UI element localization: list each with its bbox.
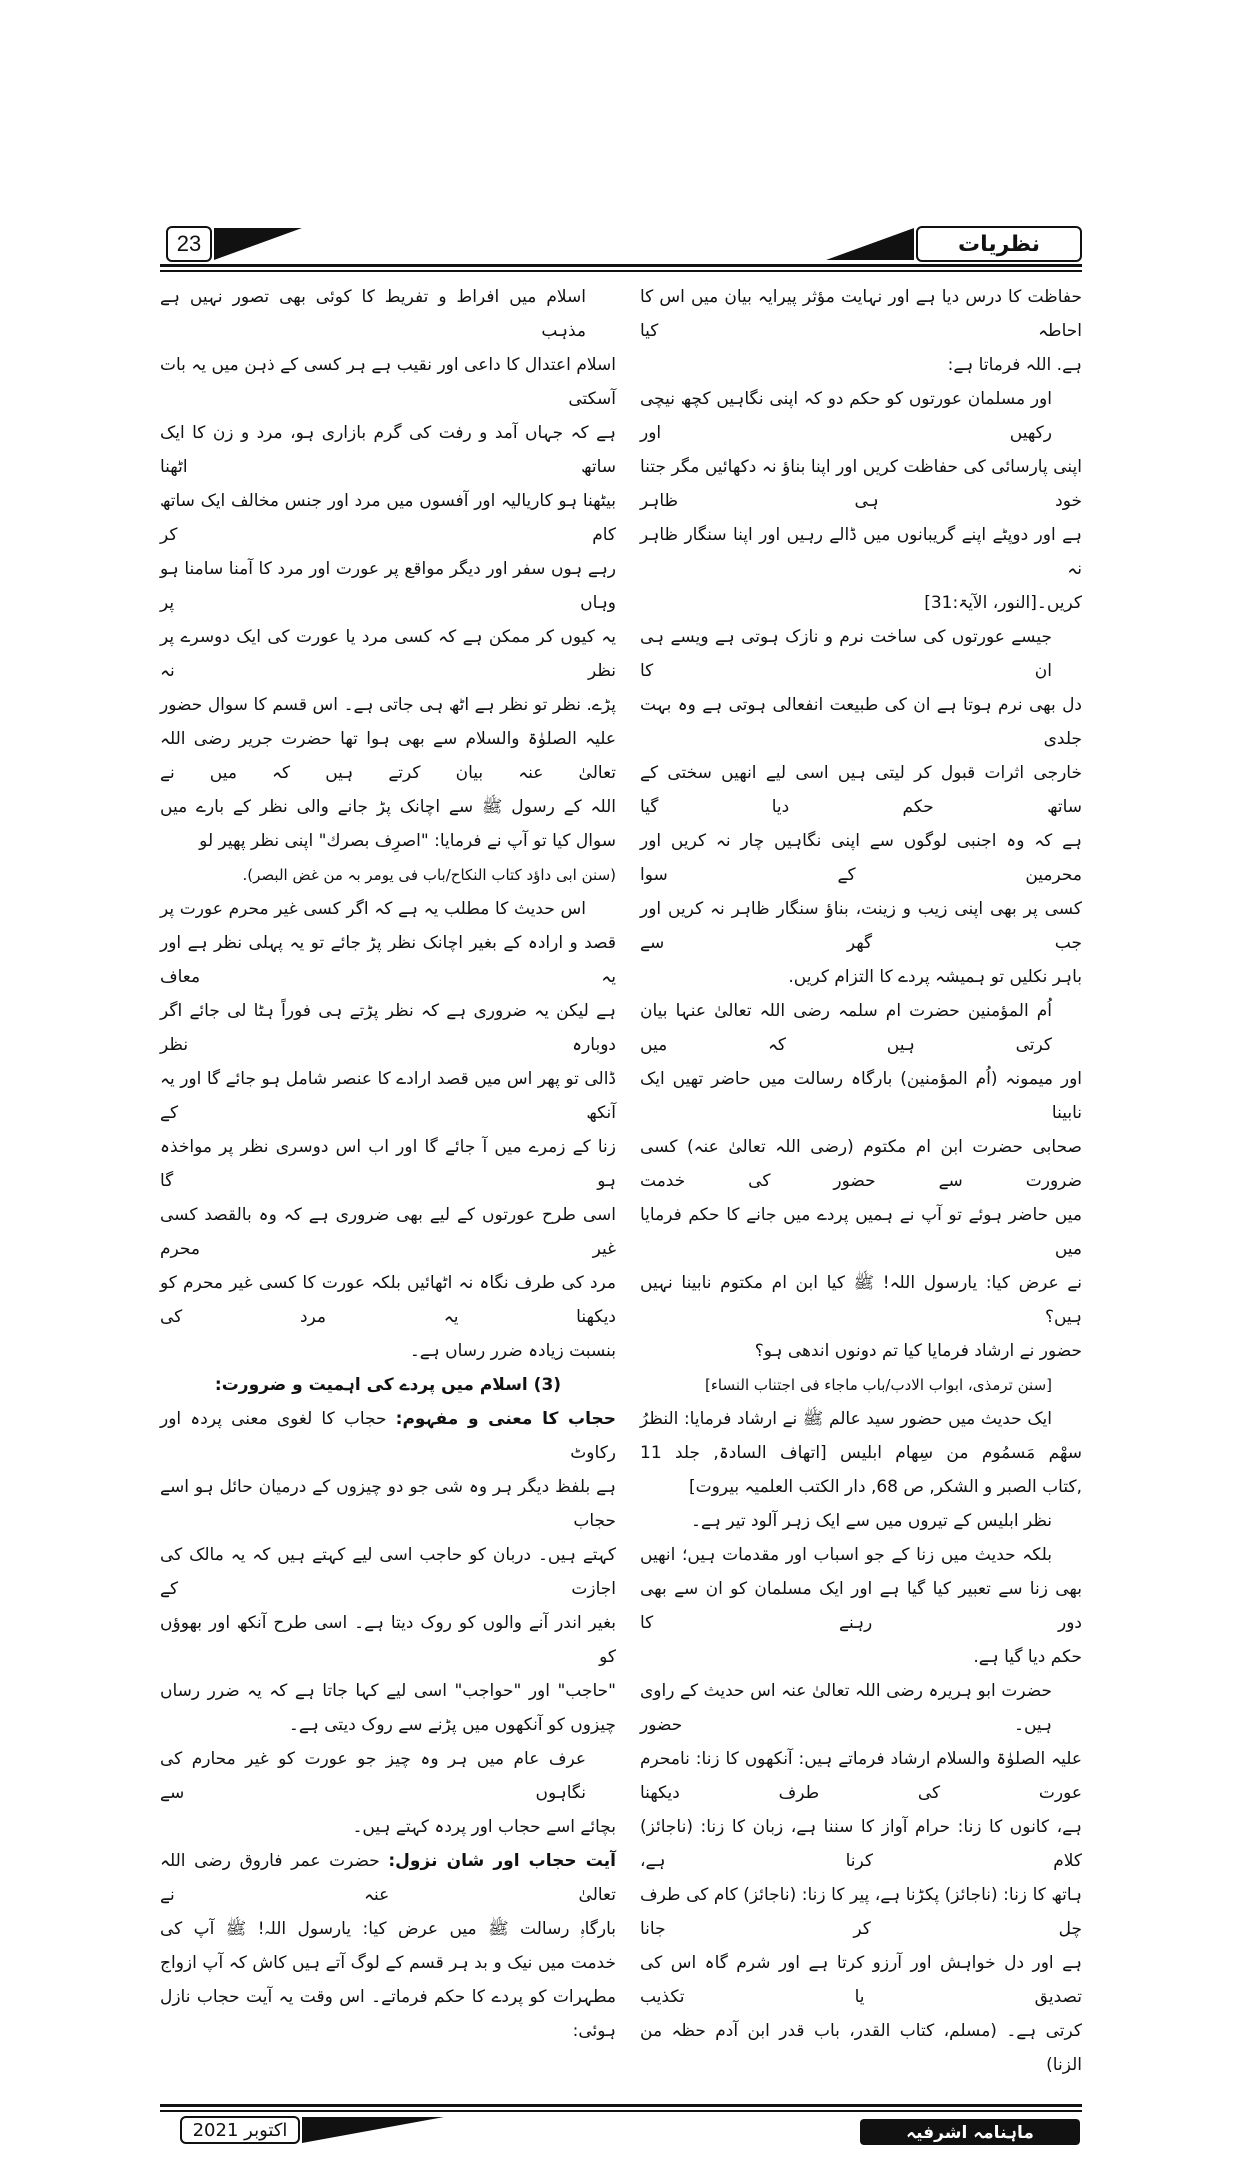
text-line: بارگاہِ رسالت ﷺ میں عرض کیا: یارسول اللہ! ﷺ آپ کی: [160, 1919, 616, 1939]
text-line: صحابی حضرت ابن ام مکتوم (رضی اللہ تعالیٰ عنہ) کسی ضرورت سے حضور کی خدمت: [640, 1137, 1082, 1191]
text-line: اس حدیث کا مطلب یہ ہے کہ اگر کسی غیر محرم عورت پر: [160, 899, 586, 919]
text-line: عرف عام میں ہر وہ چیز جو عورت کو غیر محارم کی نگاہوں سے: [160, 1749, 586, 1803]
text-line: ڈالی تو پھر اس میں قصد ارادے کا عنصر شامل ہو جائے گا اور یہ آنکھ کے: [160, 1069, 616, 1123]
text-line: علیہ الصلوٰۃ والسلام سے بھی ہوا تھا حضرت جریر رضی اللہ تعالیٰ عنہ بیان کرتے ہیں کہ میں نے: [160, 729, 616, 783]
text-line: بنسبت زیادہ ضرر رساں ہے۔: [409, 1341, 616, 1361]
text-line: ہے. اللہ فرماتا ہے:: [947, 355, 1082, 375]
text-line: رہے ہوں سفر اور دیگر مواقع پر عورت اور مرد کا آمنا سامنا ہو وہاں پر: [160, 559, 616, 613]
text-line: زنا کے زمرے میں آ جائے گا اور اب اس دوسری نظر پر مواخذہ ہو گا: [160, 1137, 616, 1191]
text-line: چیزوں کو آنکھوں میں پڑنے سے روک دیتی ہے۔: [288, 1715, 616, 1735]
text-line: میں حاضر ہوئے تو آپ نے ہمیں پردے میں جانے کا حکم فرمایا میں: [640, 1205, 1082, 1259]
text-line: نظر ابلیس کے تیروں میں سے ایک زہر آلود تیر ہے۔: [691, 1511, 1052, 1531]
text-line: [160, 1402, 616, 1470]
issue-date-box: [180, 2116, 300, 2144]
text-line: اور مسلمان عورتوں کو حکم دو کہ اپنی نگاہیں کچھ نیچی رکھیں اور: [640, 389, 1052, 443]
text-line: ہاتھ کا زنا: (ناجائز) پکڑنا ہے، پیر کا زنا: (ناجائز) کام کی طرف چل کر جانا: [640, 1885, 1082, 1939]
text-line: اُم المؤمنین حضرت ام سلمہ رضی اللہ تعالیٰ عنہا بیان کرتی ہیں کہ میں: [640, 1001, 1052, 1055]
footer-triangle: [302, 2117, 444, 2143]
text-line: بچائے اسے حجاب اور پردہ کہتے ہیں۔: [352, 1817, 616, 1837]
text-line: [سنن ترمذی، ابواب الادب/باب ماجاء فی اجتناب النساء]: [705, 1376, 1052, 1394]
text-line: مرد کی طرف نگاہ نہ اٹھائیں بلکہ عورت کا کسی غیر محرم کو دیکھنا یہ مرد کی: [160, 1273, 616, 1327]
text-line: ہے کہ جہاں آمد و رفت کی گرم بازاری ہو، مرد و زن کا ایک ساتھ اٹھنا: [160, 423, 616, 477]
text-line: بلکہ حدیث میں زنا کے جو اسباب اور مقدمات ہیں؛ انھیں: [640, 1545, 1052, 1565]
text-line: باہر نکلیں تو ہمیشہ پردے کا التزام کریں.: [788, 967, 1082, 987]
text-line: اسلام اعتدال کا داعی اور نقیب ہے ہر کسی کے ذہن میں یہ بات آسکتی: [160, 355, 616, 409]
left-column: [160, 280, 616, 2082]
text-line: ,کتاب الصبر و الشکر, ص 68, دار الکتب العلمیہ بیروت]: [688, 1477, 1082, 1497]
header-rule-thick: [160, 264, 1082, 267]
text-line: کہتے ہیں۔ دربان کو حاجب اسی لیے کہتے ہیں کہ یہ مالک کی اجازت کے: [160, 1545, 616, 1599]
text-line: پڑے. نظر تو نظر ہے اٹھ ہی جاتی ہے۔ اس قسم کا سوال حضور: [160, 695, 616, 715]
text-line: اللہ کے رسول ﷺ سے اچانک پڑ جانے والی نظر کے بارے میں: [160, 797, 616, 817]
text-line: ایک حدیث میں حضور سید عالم ﷺ نے ارشاد فرمایا: النظرُ: [640, 1409, 1052, 1429]
text-line: اپنی پارسائی کی حفاظت کریں اور اپنا بناؤ نہ دکھائیں مگر جتنا خود ہی ظاہر: [640, 457, 1082, 511]
text-line: اسلام میں افراط و تفریط کا کوئی بھی تصور نہیں ہے مذہب: [160, 287, 586, 341]
subheading: آیت حجاب اور شان نزول:: [388, 1851, 617, 1871]
text-line: یہ کیوں کر ممکن ہے کہ کسی مرد یا عورت کی ایک دوسرے پر نظر نہ: [160, 627, 616, 681]
text-line: ہے، کانوں کا زنا: حرام آواز کا سننا ہے، زبان کا زنا: (ناجائز) کلام کرنا ہے،: [640, 1817, 1082, 1871]
text-line: حفاظت کا درس دیا ہے اور نہایت مؤثر پیرایہ بیان میں اس کا احاطہ کیا: [640, 287, 1082, 341]
text-line: "حاجب" اور "حواجب" اسی لیے کہا جاتا ہے کہ یہ ضرر رساں: [160, 1681, 616, 1701]
text-line: علیہ الصلوٰۃ والسلام ارشاد فرماتے ہیں: آنکھوں کا زنا: نامحرم عورت کی طرف دیکھنا: [640, 1749, 1082, 1803]
text-line: کسی پر بھی اپنی زیب و زینت، بناؤ سنگار ظاہر نہ کریں اور جب گھر سے: [640, 899, 1082, 953]
text-line: [160, 1844, 616, 1912]
section-heading: (3) اسلام میں پردے کی اہمیت و ضرورت:: [214, 1375, 562, 1395]
page-number-box: [166, 226, 212, 262]
text-line: ہے لیکن یہ ضروری ہے کہ نظر پڑتے ہی فوراً ہٹا لی جائے اگر دوبارہ نظر: [160, 1001, 616, 1055]
subheading-text: حجاب کا لغوی معنی پردہ اور رکاوٹ: [160, 1409, 616, 1463]
page-number: 23: [176, 231, 202, 256]
text-line: حکم دیا گیا ہے.: [973, 1647, 1082, 1667]
footer-rule-thin: [160, 2110, 1082, 2112]
text-line: مطہرات کو پردے کا حکم فرماتے۔ اس وقت یہ آیت حجاب نازل ہوئی:: [160, 1987, 616, 2041]
header-right-triangle: [826, 228, 914, 260]
text-line: ہے اور دل خواہش اور آرزو کرتا ہے اور شرم گاہ اس کی تصدیق یا تکذیب: [640, 1953, 1082, 2007]
header-left-triangle: [214, 228, 302, 260]
text-line: نے عرض کیا: یارسول اللہ! ﷺ کیا ابن ام مکتوم نابینا نہیں ہیں؟: [640, 1273, 1082, 1327]
text-line: خارجی اثرات قبول کر لیتی ہیں اسی لیے انھیں سختی کے ساتھ حکم دیا گیا: [640, 763, 1082, 817]
text-line: ہے اور دوپٹے اپنے گریبانوں میں ڈالے رہیں اور اپنا سنگار ظاہر نہ: [640, 525, 1082, 579]
text-line: بیٹھنا ہو کاریالیہ اور آفسوں میں مرد اور جنس مخالف ایک ساتھ کام کر: [160, 491, 616, 545]
subheading: حجاب کا معنی و مفہوم:: [395, 1409, 616, 1429]
text-line: اور میمونہ (اُم المؤمنین) بارگاہ رسالت میں حاضر تھیں ایک نابینا: [640, 1069, 1082, 1123]
text-line: قصد و ارادہ کے بغیر اچانک نظر پڑ جائے تو یہ پہلی نظر ہے اور یہ معاف: [160, 933, 616, 987]
text-line: ہے بلفظ دیگر ہر وہ شی جو دو چیزوں کے درمیان حائل ہو اسے حجاب: [160, 1477, 616, 1531]
header-rule-thin: [160, 270, 1082, 272]
footer-rule-thick: [160, 2104, 1082, 2107]
right-column: [640, 280, 1082, 2082]
page-header: [0, 0, 1240, 276]
subheading-text: حضرت عمر فاروق رضی اللہ تعالیٰ عنہ نے: [160, 1851, 616, 1905]
text-line: جیسے عورتوں کی ساخت نرم و نازک ہوتی ہے ویسے ہی ان کا: [640, 627, 1052, 681]
text-line: سوال کیا تو آپ نے فرمایا: "اصرِف بصرك" اپنی نظر پھیر لو: [199, 831, 616, 851]
section-title-box: [916, 226, 1082, 262]
issue-date: اکتوبر 2021: [192, 2119, 288, 2141]
page-footer: [0, 2104, 1240, 2164]
text-line: خدمت میں نیک و بد ہر قسم کے لوگ آتے ہیں کاش کہ آپ ازواج: [160, 1953, 616, 1973]
text-line: کرتی ہے۔ (مسلم، کتاب القدر، باب قدر ابن آدم حظہ من الزنا): [640, 2021, 1082, 2075]
text-line: اسی طرح عورتوں کے لیے بھی ضروری ہے کہ وہ بالقصد کسی غیر محرم: [160, 1205, 616, 1259]
text-line: بھی زنا سے تعبیر کیا گیا ہے اور ایک مسلمان کو ان سے بھی دور رہنے کا: [640, 1579, 1082, 1633]
section-title: نظریات: [957, 231, 1040, 257]
text-line: بغیر اندر آنے والوں کو روک دیتا ہے۔ اسی طرح آنکھ اور بھوؤں کو: [160, 1613, 616, 1667]
text-line: (سنن ابی داؤد کتاب النکاح/باب فی یومر بہ من غض البصر).: [242, 866, 616, 884]
magazine-name-box: [860, 2119, 1080, 2145]
magazine-name: ماہنامہ اشرفیہ: [906, 2122, 1034, 2143]
text-line: کریں۔[النور، الآیۃ:31]: [924, 593, 1082, 613]
text-line: حضور نے ارشاد فرمایا کیا تم دونوں اندھی ہو؟: [754, 1341, 1082, 1361]
text-line: سھْم مَسمُوم من سِھام ابلیس [اتھاف السادۃ, جلد 11: [640, 1443, 1082, 1463]
text-line: حضرت ابو ہریرہ رضی اللہ تعالیٰ عنہ اس حدیث کے راوی ہیں۔ حضور: [640, 1681, 1052, 1735]
article-columns: [160, 280, 1082, 2082]
text-line: ہے کہ وہ اجنبی لوگوں سے اپنی نگاہیں چار نہ کریں اور محرمین کے سوا: [640, 831, 1082, 885]
text-line: دل بھی نرم ہوتا ہے ان کی طبیعت انفعالی ہوتی ہے وہ بہت جلدی: [640, 695, 1082, 749]
